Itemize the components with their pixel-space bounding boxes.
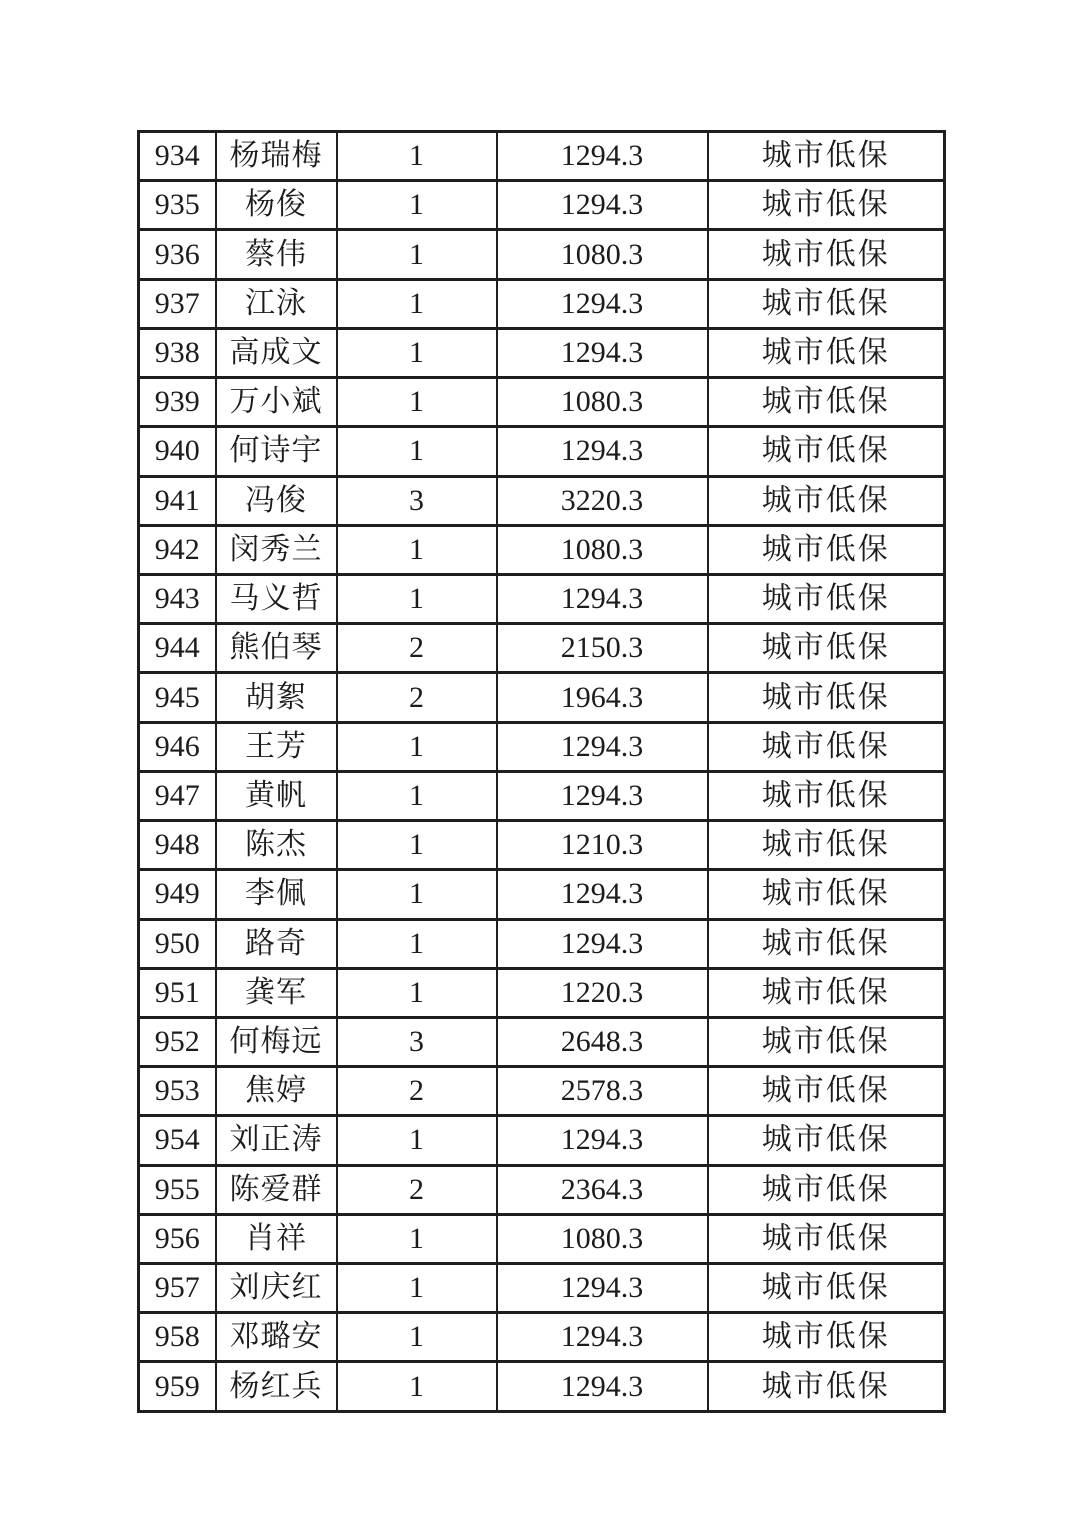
cell-name: 邓璐安 — [216, 1313, 337, 1362]
cell-persons: 1 — [337, 279, 497, 328]
table-row — [139, 181, 945, 230]
table-row — [139, 870, 945, 919]
cell-index: 942 — [139, 525, 216, 574]
cell-category: 城市低保 — [708, 181, 945, 230]
cell-category: 城市低保 — [708, 673, 945, 722]
cell-name: 何诗宇 — [216, 427, 337, 476]
cell-name: 江泳 — [216, 279, 337, 328]
cell-amount: 1964.3 — [497, 673, 708, 722]
cell-category: 城市低保 — [708, 1017, 945, 1066]
table-row — [139, 378, 945, 427]
table-row — [139, 230, 945, 279]
cell-index: 943 — [139, 574, 216, 623]
table-row — [139, 427, 945, 476]
cell-persons: 1 — [337, 132, 497, 181]
cell-index: 936 — [139, 230, 216, 279]
cell-name: 刘正涛 — [216, 1116, 337, 1165]
table-row — [139, 1116, 945, 1165]
table-row — [139, 132, 945, 181]
cell-persons: 2 — [337, 673, 497, 722]
cell-name: 杨俊 — [216, 181, 337, 230]
cell-amount: 1080.3 — [497, 1214, 708, 1263]
cell-category: 城市低保 — [708, 476, 945, 525]
cell-name: 高成文 — [216, 328, 337, 377]
table-row — [139, 525, 945, 574]
cell-amount: 1294.3 — [497, 722, 708, 771]
cell-amount: 1294.3 — [497, 279, 708, 328]
cell-index: 941 — [139, 476, 216, 525]
cell-name: 路奇 — [216, 919, 337, 968]
table-row — [139, 476, 945, 525]
cell-category: 城市低保 — [708, 427, 945, 476]
cell-category: 城市低保 — [708, 328, 945, 377]
cell-name: 何梅远 — [216, 1017, 337, 1066]
cell-amount: 2364.3 — [497, 1165, 708, 1214]
cell-persons: 1 — [337, 1313, 497, 1362]
cell-category: 城市低保 — [708, 1313, 945, 1362]
cell-name: 李佩 — [216, 870, 337, 919]
cell-category: 城市低保 — [708, 968, 945, 1017]
cell-category: 城市低保 — [708, 132, 945, 181]
cell-index: 958 — [139, 1313, 216, 1362]
cell-category: 城市低保 — [708, 1214, 945, 1263]
cell-index: 953 — [139, 1067, 216, 1116]
cell-persons: 1 — [337, 1214, 497, 1263]
cell-persons: 1 — [337, 1362, 497, 1412]
cell-name: 胡絮 — [216, 673, 337, 722]
cell-index: 939 — [139, 378, 216, 427]
table-row — [139, 821, 945, 870]
cell-persons: 2 — [337, 1165, 497, 1214]
cell-name: 陈爱群 — [216, 1165, 337, 1214]
cell-category: 城市低保 — [708, 1264, 945, 1313]
cell-persons: 2 — [337, 624, 497, 673]
cell-category: 城市低保 — [708, 821, 945, 870]
table-row — [139, 1165, 945, 1214]
cell-category: 城市低保 — [708, 771, 945, 820]
cell-index: 937 — [139, 279, 216, 328]
cell-persons: 3 — [337, 1017, 497, 1066]
cell-amount: 1220.3 — [497, 968, 708, 1017]
cell-index: 948 — [139, 821, 216, 870]
cell-index: 946 — [139, 722, 216, 771]
cell-index: 935 — [139, 181, 216, 230]
cell-name: 陈杰 — [216, 821, 337, 870]
cell-category: 城市低保 — [708, 624, 945, 673]
cell-category: 城市低保 — [708, 279, 945, 328]
table-row — [139, 673, 945, 722]
cell-amount: 1294.3 — [497, 427, 708, 476]
cell-persons: 1 — [337, 722, 497, 771]
cell-amount: 1294.3 — [497, 870, 708, 919]
cell-category: 城市低保 — [708, 1067, 945, 1116]
cell-persons: 1 — [337, 919, 497, 968]
cell-persons: 1 — [337, 427, 497, 476]
cell-index: 947 — [139, 771, 216, 820]
cell-persons: 1 — [337, 574, 497, 623]
cell-name: 黄帆 — [216, 771, 337, 820]
cell-amount: 1294.3 — [497, 771, 708, 820]
cell-persons: 1 — [337, 1116, 497, 1165]
table-row — [139, 624, 945, 673]
table-row — [139, 1264, 945, 1313]
cell-amount: 1294.3 — [497, 574, 708, 623]
table-row — [139, 574, 945, 623]
cell-index: 945 — [139, 673, 216, 722]
cell-category: 城市低保 — [708, 230, 945, 279]
cell-amount: 1080.3 — [497, 525, 708, 574]
cell-index: 959 — [139, 1362, 216, 1412]
cell-persons: 1 — [337, 1264, 497, 1313]
table-row — [139, 771, 945, 820]
table-row — [139, 968, 945, 1017]
cell-index: 950 — [139, 919, 216, 968]
table-body — [139, 132, 945, 1412]
cell-persons: 1 — [337, 870, 497, 919]
cell-index: 954 — [139, 1116, 216, 1165]
cell-name: 王芳 — [216, 722, 337, 771]
cell-amount: 1294.3 — [497, 1313, 708, 1362]
cell-persons: 1 — [337, 328, 497, 377]
cell-persons: 3 — [337, 476, 497, 525]
cell-index: 957 — [139, 1264, 216, 1313]
cell-persons: 1 — [337, 968, 497, 1017]
cell-amount: 2150.3 — [497, 624, 708, 673]
cell-amount: 1080.3 — [497, 230, 708, 279]
cell-index: 944 — [139, 624, 216, 673]
cell-amount: 1294.3 — [497, 1264, 708, 1313]
cell-category: 城市低保 — [708, 722, 945, 771]
table-row — [139, 1017, 945, 1066]
cell-name: 闵秀兰 — [216, 525, 337, 574]
cell-index: 951 — [139, 968, 216, 1017]
cell-index: 952 — [139, 1017, 216, 1066]
cell-name: 万小斌 — [216, 378, 337, 427]
cell-name: 焦婷 — [216, 1067, 337, 1116]
cell-amount: 1294.3 — [497, 1362, 708, 1412]
cell-category: 城市低保 — [708, 870, 945, 919]
subsistence-allowance-table — [137, 130, 946, 1413]
cell-amount: 1294.3 — [497, 181, 708, 230]
table-row — [139, 328, 945, 377]
cell-amount: 1294.3 — [497, 1116, 708, 1165]
table-row — [139, 1067, 945, 1116]
cell-index: 934 — [139, 132, 216, 181]
cell-name: 龚军 — [216, 968, 337, 1017]
table-row — [139, 279, 945, 328]
cell-category: 城市低保 — [708, 525, 945, 574]
table-row — [139, 722, 945, 771]
cell-persons: 1 — [337, 378, 497, 427]
cell-name: 马义哲 — [216, 574, 337, 623]
cell-category: 城市低保 — [708, 1116, 945, 1165]
cell-name: 熊伯琴 — [216, 624, 337, 673]
cell-name: 冯俊 — [216, 476, 337, 525]
table-row — [139, 1313, 945, 1362]
cell-persons: 1 — [337, 525, 497, 574]
cell-persons: 2 — [337, 1067, 497, 1116]
cell-amount: 2648.3 — [497, 1017, 708, 1066]
cell-index: 955 — [139, 1165, 216, 1214]
cell-name: 刘庆红 — [216, 1264, 337, 1313]
cell-name: 杨红兵 — [216, 1362, 337, 1412]
cell-index: 956 — [139, 1214, 216, 1263]
cell-category: 城市低保 — [708, 574, 945, 623]
cell-category: 城市低保 — [708, 1165, 945, 1214]
cell-name: 肖祥 — [216, 1214, 337, 1263]
cell-index: 949 — [139, 870, 216, 919]
cell-persons: 1 — [337, 821, 497, 870]
cell-category: 城市低保 — [708, 378, 945, 427]
cell-name: 蔡伟 — [216, 230, 337, 279]
cell-name: 杨瑞梅 — [216, 132, 337, 181]
cell-persons: 1 — [337, 771, 497, 820]
cell-category: 城市低保 — [708, 919, 945, 968]
cell-index: 938 — [139, 328, 216, 377]
cell-category: 城市低保 — [708, 1362, 945, 1412]
cell-persons: 1 — [337, 181, 497, 230]
cell-amount: 1294.3 — [497, 328, 708, 377]
cell-amount: 1210.3 — [497, 821, 708, 870]
cell-index: 940 — [139, 427, 216, 476]
cell-amount: 1080.3 — [497, 378, 708, 427]
cell-amount: 3220.3 — [497, 476, 708, 525]
cell-amount: 1294.3 — [497, 919, 708, 968]
table-row — [139, 919, 945, 968]
table-row — [139, 1214, 945, 1263]
table-row — [139, 1362, 945, 1412]
cell-amount: 1294.3 — [497, 132, 708, 181]
cell-persons: 1 — [337, 230, 497, 279]
cell-amount: 2578.3 — [497, 1067, 708, 1116]
